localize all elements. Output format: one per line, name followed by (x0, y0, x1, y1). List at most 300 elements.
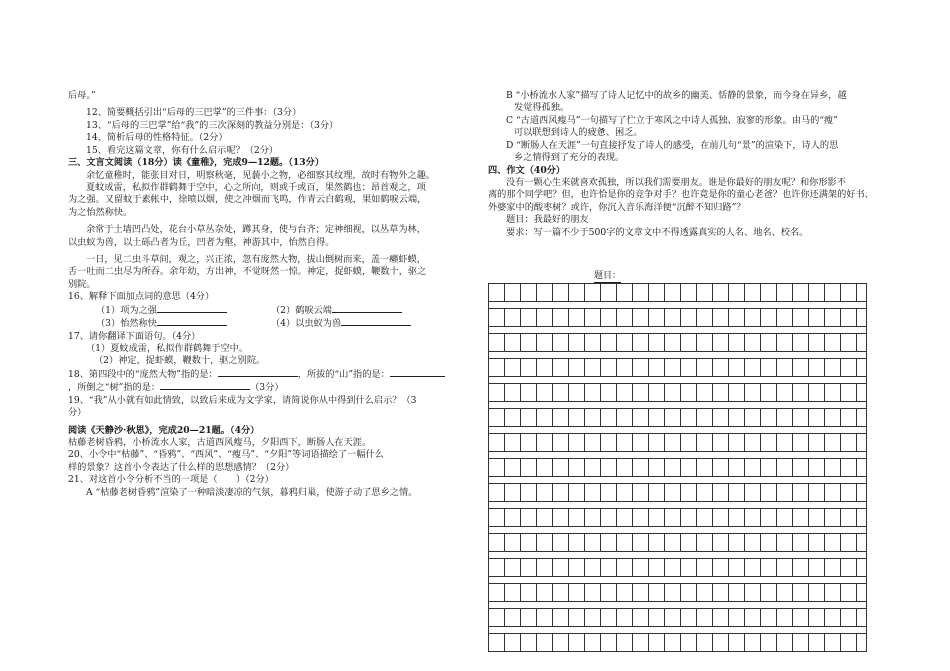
grid-cell[interactable] (617, 409, 633, 426)
grid-cell[interactable] (681, 534, 697, 551)
grid-cell[interactable] (649, 509, 665, 526)
grid-cell[interactable] (601, 334, 617, 351)
grid-cell[interactable] (809, 384, 825, 401)
grid-cell[interactable] (777, 634, 793, 651)
grid-cell[interactable] (633, 334, 649, 351)
grid-cell[interactable] (777, 409, 793, 426)
grid-row[interactable] (488, 383, 867, 401)
grid-row[interactable] (488, 633, 867, 652)
grid-cell[interactable] (857, 409, 866, 426)
grid-cell[interactable] (793, 334, 809, 351)
grid-cell[interactable] (841, 534, 857, 551)
grid-cell[interactable] (585, 309, 601, 326)
grid-cell[interactable] (553, 459, 569, 476)
grid-cell[interactable] (777, 609, 793, 626)
grid-cell[interactable] (681, 434, 697, 451)
grid-cell[interactable] (553, 559, 569, 576)
grid-cell[interactable] (825, 634, 841, 651)
grid-cell[interactable] (633, 559, 649, 576)
grid-cell[interactable] (649, 384, 665, 401)
grid-cell[interactable] (745, 309, 761, 326)
grid-cell[interactable] (857, 334, 866, 351)
grid-cell[interactable] (697, 434, 713, 451)
grid-cell[interactable] (585, 434, 601, 451)
grid-cell[interactable] (713, 609, 729, 626)
grid-cell[interactable] (505, 409, 521, 426)
grid-cell[interactable] (569, 559, 585, 576)
grid-cell[interactable] (761, 434, 777, 451)
grid-cell[interactable] (825, 409, 841, 426)
grid-cell[interactable] (761, 559, 777, 576)
grid-cell[interactable] (697, 634, 713, 651)
grid-cell[interactable] (569, 284, 585, 301)
grid-cell[interactable] (681, 584, 697, 601)
grid-cell[interactable] (553, 509, 569, 526)
grid-cell[interactable] (569, 609, 585, 626)
grid-cell[interactable] (809, 309, 825, 326)
grid-cell[interactable] (633, 634, 649, 651)
grid-cell[interactable] (601, 384, 617, 401)
grid-cell[interactable] (489, 634, 505, 651)
grid-cell[interactable] (809, 284, 825, 301)
grid-row[interactable] (488, 483, 867, 501)
grid-cell[interactable] (569, 509, 585, 526)
grid-cell[interactable] (777, 559, 793, 576)
grid-cell[interactable] (521, 609, 537, 626)
grid-cell[interactable] (761, 534, 777, 551)
grid-cell[interactable] (649, 634, 665, 651)
grid-row[interactable] (488, 558, 867, 576)
grid-cell[interactable] (585, 459, 601, 476)
grid-cell[interactable] (857, 309, 866, 326)
grid-cell[interactable] (825, 584, 841, 601)
grid-cell[interactable] (505, 334, 521, 351)
grid-cell[interactable] (489, 434, 505, 451)
grid-cell[interactable] (553, 309, 569, 326)
grid-cell[interactable] (633, 584, 649, 601)
answer-blank[interactable] (332, 304, 402, 313)
grid-cell[interactable] (633, 484, 649, 501)
grid-cell[interactable] (793, 534, 809, 551)
grid-cell[interactable] (665, 434, 681, 451)
grid-cell[interactable] (665, 384, 681, 401)
grid-cell[interactable] (697, 309, 713, 326)
grid-cell[interactable] (681, 359, 697, 376)
grid-cell[interactable] (665, 559, 681, 576)
grid-cell[interactable] (585, 534, 601, 551)
grid-cell[interactable] (537, 434, 553, 451)
grid-cell[interactable] (681, 334, 697, 351)
grid-cell[interactable] (729, 309, 745, 326)
grid-cell[interactable] (665, 459, 681, 476)
grid-cell[interactable] (585, 559, 601, 576)
grid-cell[interactable] (761, 334, 777, 351)
grid-cell[interactable] (681, 484, 697, 501)
grid-cell[interactable] (585, 484, 601, 501)
grid-cell[interactable] (809, 634, 825, 651)
grid-cell[interactable] (505, 509, 521, 526)
grid-cell[interactable] (697, 509, 713, 526)
grid-cell[interactable] (825, 284, 841, 301)
grid-cell[interactable] (617, 309, 633, 326)
grid-cell[interactable] (745, 434, 761, 451)
grid-cell[interactable] (697, 559, 713, 576)
grid-cell[interactable] (521, 559, 537, 576)
grid-cell[interactable] (761, 384, 777, 401)
grid-cell[interactable] (537, 534, 553, 551)
grid-cell[interactable] (617, 359, 633, 376)
grid-cell[interactable] (745, 334, 761, 351)
grid-cell[interactable] (649, 434, 665, 451)
grid-cell[interactable] (697, 334, 713, 351)
grid-cell[interactable] (857, 459, 866, 476)
grid-cell[interactable] (857, 534, 866, 551)
grid-cell[interactable] (521, 584, 537, 601)
grid-cell[interactable] (553, 584, 569, 601)
grid-cell[interactable] (521, 634, 537, 651)
grid-cell[interactable] (617, 459, 633, 476)
grid-cell[interactable] (537, 384, 553, 401)
grid-cell[interactable] (617, 584, 633, 601)
grid-cell[interactable] (665, 284, 681, 301)
grid-cell[interactable] (841, 334, 857, 351)
grid-cell[interactable] (681, 309, 697, 326)
grid-cell[interactable] (585, 384, 601, 401)
grid-cell[interactable] (745, 609, 761, 626)
grid-cell[interactable] (761, 359, 777, 376)
grid-cell[interactable] (841, 584, 857, 601)
grid-cell[interactable] (841, 484, 857, 501)
grid-cell[interactable] (761, 509, 777, 526)
grid-cell[interactable] (489, 309, 505, 326)
grid-cell[interactable] (553, 384, 569, 401)
grid-cell[interactable] (489, 384, 505, 401)
grid-cell[interactable] (713, 359, 729, 376)
grid-cell[interactable] (537, 309, 553, 326)
grid-cell[interactable] (697, 384, 713, 401)
grid-cell[interactable] (697, 534, 713, 551)
grid-cell[interactable] (505, 484, 521, 501)
grid-cell[interactable] (793, 459, 809, 476)
grid-cell[interactable] (633, 609, 649, 626)
grid-cell[interactable] (713, 459, 729, 476)
grid-cell[interactable] (729, 634, 745, 651)
grid-cell[interactable] (665, 634, 681, 651)
grid-cell[interactable] (841, 609, 857, 626)
grid-cell[interactable] (601, 434, 617, 451)
grid-cell[interactable] (809, 334, 825, 351)
grid-cell[interactable] (537, 409, 553, 426)
grid-cell[interactable] (713, 509, 729, 526)
grid-cell[interactable] (521, 334, 537, 351)
grid-cell[interactable] (633, 459, 649, 476)
grid-cell[interactable] (553, 484, 569, 501)
grid-cell[interactable] (761, 609, 777, 626)
grid-cell[interactable] (601, 584, 617, 601)
grid-cell[interactable] (537, 484, 553, 501)
grid-cell[interactable] (809, 434, 825, 451)
grid-cell[interactable] (617, 284, 633, 301)
grid-cell[interactable] (745, 559, 761, 576)
grid-cell[interactable] (489, 509, 505, 526)
grid-cell[interactable] (841, 434, 857, 451)
grid-cell[interactable] (793, 434, 809, 451)
grid-cell[interactable] (697, 459, 713, 476)
grid-cell[interactable] (569, 409, 585, 426)
grid-row[interactable] (488, 583, 867, 601)
grid-cell[interactable] (729, 559, 745, 576)
grid-cell[interactable] (809, 534, 825, 551)
grid-cell[interactable] (681, 509, 697, 526)
grid-cell[interactable] (569, 309, 585, 326)
grid-cell[interactable] (825, 309, 841, 326)
grid-cell[interactable] (729, 584, 745, 601)
grid-cell[interactable] (777, 334, 793, 351)
grid-cell[interactable] (633, 309, 649, 326)
answer-blank[interactable] (160, 381, 250, 390)
grid-cell[interactable] (489, 609, 505, 626)
grid-cell[interactable] (777, 584, 793, 601)
grid-cell[interactable] (665, 609, 681, 626)
grid-cell[interactable] (553, 634, 569, 651)
grid-cell[interactable] (585, 284, 601, 301)
grid-cell[interactable] (617, 534, 633, 551)
grid-cell[interactable] (809, 559, 825, 576)
grid-cell[interactable] (617, 434, 633, 451)
grid-cell[interactable] (489, 409, 505, 426)
grid-cell[interactable] (569, 484, 585, 501)
grid-cell[interactable] (729, 359, 745, 376)
grid-row[interactable] (488, 508, 867, 526)
grid-cell[interactable] (649, 534, 665, 551)
grid-cell[interactable] (537, 334, 553, 351)
grid-cell[interactable] (841, 509, 857, 526)
grid-cell[interactable] (745, 484, 761, 501)
grid-cell[interactable] (569, 434, 585, 451)
grid-cell[interactable] (825, 534, 841, 551)
grid-cell[interactable] (649, 409, 665, 426)
grid-cell[interactable] (745, 509, 761, 526)
grid-cell[interactable] (649, 584, 665, 601)
grid-cell[interactable] (857, 484, 866, 501)
grid-cell[interactable] (809, 409, 825, 426)
grid-cell[interactable] (777, 534, 793, 551)
grid-cell[interactable] (665, 509, 681, 526)
grid-cell[interactable] (601, 409, 617, 426)
grid-cell[interactable] (521, 459, 537, 476)
grid-cell[interactable] (569, 384, 585, 401)
grid-row[interactable] (488, 408, 867, 426)
grid-cell[interactable] (617, 559, 633, 576)
answer-blank[interactable] (218, 368, 298, 377)
grid-cell[interactable] (601, 509, 617, 526)
composition-grid[interactable] (488, 283, 867, 652)
grid-cell[interactable] (713, 484, 729, 501)
grid-cell[interactable] (857, 359, 866, 376)
grid-cell[interactable] (633, 434, 649, 451)
grid-row[interactable] (488, 333, 867, 351)
grid-cell[interactable] (825, 434, 841, 451)
grid-cell[interactable] (713, 534, 729, 551)
grid-cell[interactable] (553, 409, 569, 426)
grid-cell[interactable] (761, 409, 777, 426)
grid-cell[interactable] (777, 384, 793, 401)
grid-cell[interactable] (777, 284, 793, 301)
grid-cell[interactable] (841, 384, 857, 401)
grid-cell[interactable] (825, 559, 841, 576)
grid-cell[interactable] (681, 459, 697, 476)
grid-cell[interactable] (553, 334, 569, 351)
grid-cell[interactable] (569, 459, 585, 476)
grid-cell[interactable] (489, 534, 505, 551)
grid-cell[interactable] (745, 634, 761, 651)
grid-cell[interactable] (857, 384, 866, 401)
grid-cell[interactable] (617, 384, 633, 401)
grid-cell[interactable] (649, 459, 665, 476)
grid-cell[interactable] (841, 284, 857, 301)
grid-cell[interactable] (537, 459, 553, 476)
grid-cell[interactable] (713, 559, 729, 576)
grid-cell[interactable] (617, 334, 633, 351)
grid-cell[interactable] (601, 534, 617, 551)
grid-cell[interactable] (681, 284, 697, 301)
grid-cell[interactable] (825, 609, 841, 626)
grid-cell[interactable] (681, 384, 697, 401)
grid-cell[interactable] (793, 634, 809, 651)
grid-cell[interactable] (601, 484, 617, 501)
grid-cell[interactable] (729, 284, 745, 301)
grid-cell[interactable] (649, 334, 665, 351)
grid-cell[interactable] (793, 284, 809, 301)
grid-cell[interactable] (729, 459, 745, 476)
grid-cell[interactable] (777, 434, 793, 451)
grid-cell[interactable] (697, 584, 713, 601)
grid-cell[interactable] (665, 409, 681, 426)
grid-cell[interactable] (553, 609, 569, 626)
grid-cell[interactable] (569, 534, 585, 551)
grid-row[interactable] (488, 358, 867, 376)
grid-cell[interactable] (665, 534, 681, 551)
grid-cell[interactable] (537, 609, 553, 626)
grid-cell[interactable] (809, 484, 825, 501)
grid-cell[interactable] (601, 359, 617, 376)
grid-cell[interactable] (745, 384, 761, 401)
grid-cell[interactable] (793, 384, 809, 401)
grid-cell[interactable] (713, 434, 729, 451)
grid-row[interactable] (488, 608, 867, 626)
grid-cell[interactable] (633, 509, 649, 526)
grid-cell[interactable] (761, 484, 777, 501)
grid-cell[interactable] (761, 584, 777, 601)
grid-cell[interactable] (665, 309, 681, 326)
grid-cell[interactable] (793, 484, 809, 501)
grid-cell[interactable] (777, 459, 793, 476)
grid-cell[interactable] (489, 584, 505, 601)
grid-row[interactable] (488, 458, 867, 476)
grid-cell[interactable] (761, 459, 777, 476)
grid-cell[interactable] (505, 384, 521, 401)
grid-cell[interactable] (553, 534, 569, 551)
grid-cell[interactable] (665, 584, 681, 601)
grid-cell[interactable] (857, 609, 866, 626)
grid-cell[interactable] (857, 634, 866, 651)
grid-row[interactable] (488, 533, 867, 551)
grid-cell[interactable] (649, 559, 665, 576)
grid-cell[interactable] (521, 284, 537, 301)
grid-cell[interactable] (857, 284, 866, 301)
grid-cell[interactable] (793, 584, 809, 601)
grid-cell[interactable] (521, 434, 537, 451)
grid-cell[interactable] (841, 634, 857, 651)
grid-cell[interactable] (649, 284, 665, 301)
grid-cell[interactable] (537, 584, 553, 601)
grid-cell[interactable] (745, 534, 761, 551)
grid-cell[interactable] (553, 434, 569, 451)
grid-cell[interactable] (537, 284, 553, 301)
grid-cell[interactable] (649, 309, 665, 326)
grid-cell[interactable] (841, 409, 857, 426)
grid-cell[interactable] (745, 284, 761, 301)
grid-cell[interactable] (537, 509, 553, 526)
grid-cell[interactable] (505, 309, 521, 326)
answer-blank[interactable] (341, 317, 411, 326)
grid-cell[interactable] (633, 534, 649, 551)
answer-blank[interactable] (157, 317, 227, 326)
grid-cell[interactable] (697, 409, 713, 426)
grid-cell[interactable] (729, 384, 745, 401)
grid-cell[interactable] (665, 484, 681, 501)
grid-cell[interactable] (601, 559, 617, 576)
grid-cell[interactable] (569, 584, 585, 601)
grid-cell[interactable] (505, 534, 521, 551)
grid-cell[interactable] (633, 284, 649, 301)
grid-cell[interactable] (713, 284, 729, 301)
grid-cell[interactable] (505, 434, 521, 451)
grid-cell[interactable] (521, 534, 537, 551)
grid-cell[interactable] (537, 634, 553, 651)
grid-cell[interactable] (745, 409, 761, 426)
grid-cell[interactable] (761, 309, 777, 326)
grid-cell[interactable] (761, 284, 777, 301)
grid-cell[interactable] (841, 359, 857, 376)
grid-row[interactable] (488, 433, 867, 451)
grid-cell[interactable] (857, 434, 866, 451)
grid-cell[interactable] (617, 609, 633, 626)
grid-cell[interactable] (617, 484, 633, 501)
grid-cell[interactable] (617, 509, 633, 526)
grid-cell[interactable] (793, 609, 809, 626)
grid-cell[interactable] (713, 309, 729, 326)
grid-cell[interactable] (505, 559, 521, 576)
grid-cell[interactable] (697, 284, 713, 301)
grid-cell[interactable] (505, 459, 521, 476)
grid-cell[interactable] (777, 359, 793, 376)
grid-cell[interactable] (729, 534, 745, 551)
grid-cell[interactable] (729, 509, 745, 526)
grid-cell[interactable] (729, 609, 745, 626)
grid-cell[interactable] (489, 334, 505, 351)
grid-cell[interactable] (521, 409, 537, 426)
grid-cell[interactable] (713, 384, 729, 401)
grid-cell[interactable] (489, 284, 505, 301)
grid-cell[interactable] (777, 484, 793, 501)
grid-cell[interactable] (809, 584, 825, 601)
grid-cell[interactable] (793, 309, 809, 326)
grid-cell[interactable] (713, 634, 729, 651)
grid-row[interactable] (488, 308, 867, 326)
grid-cell[interactable] (761, 634, 777, 651)
grid-cell[interactable] (521, 384, 537, 401)
